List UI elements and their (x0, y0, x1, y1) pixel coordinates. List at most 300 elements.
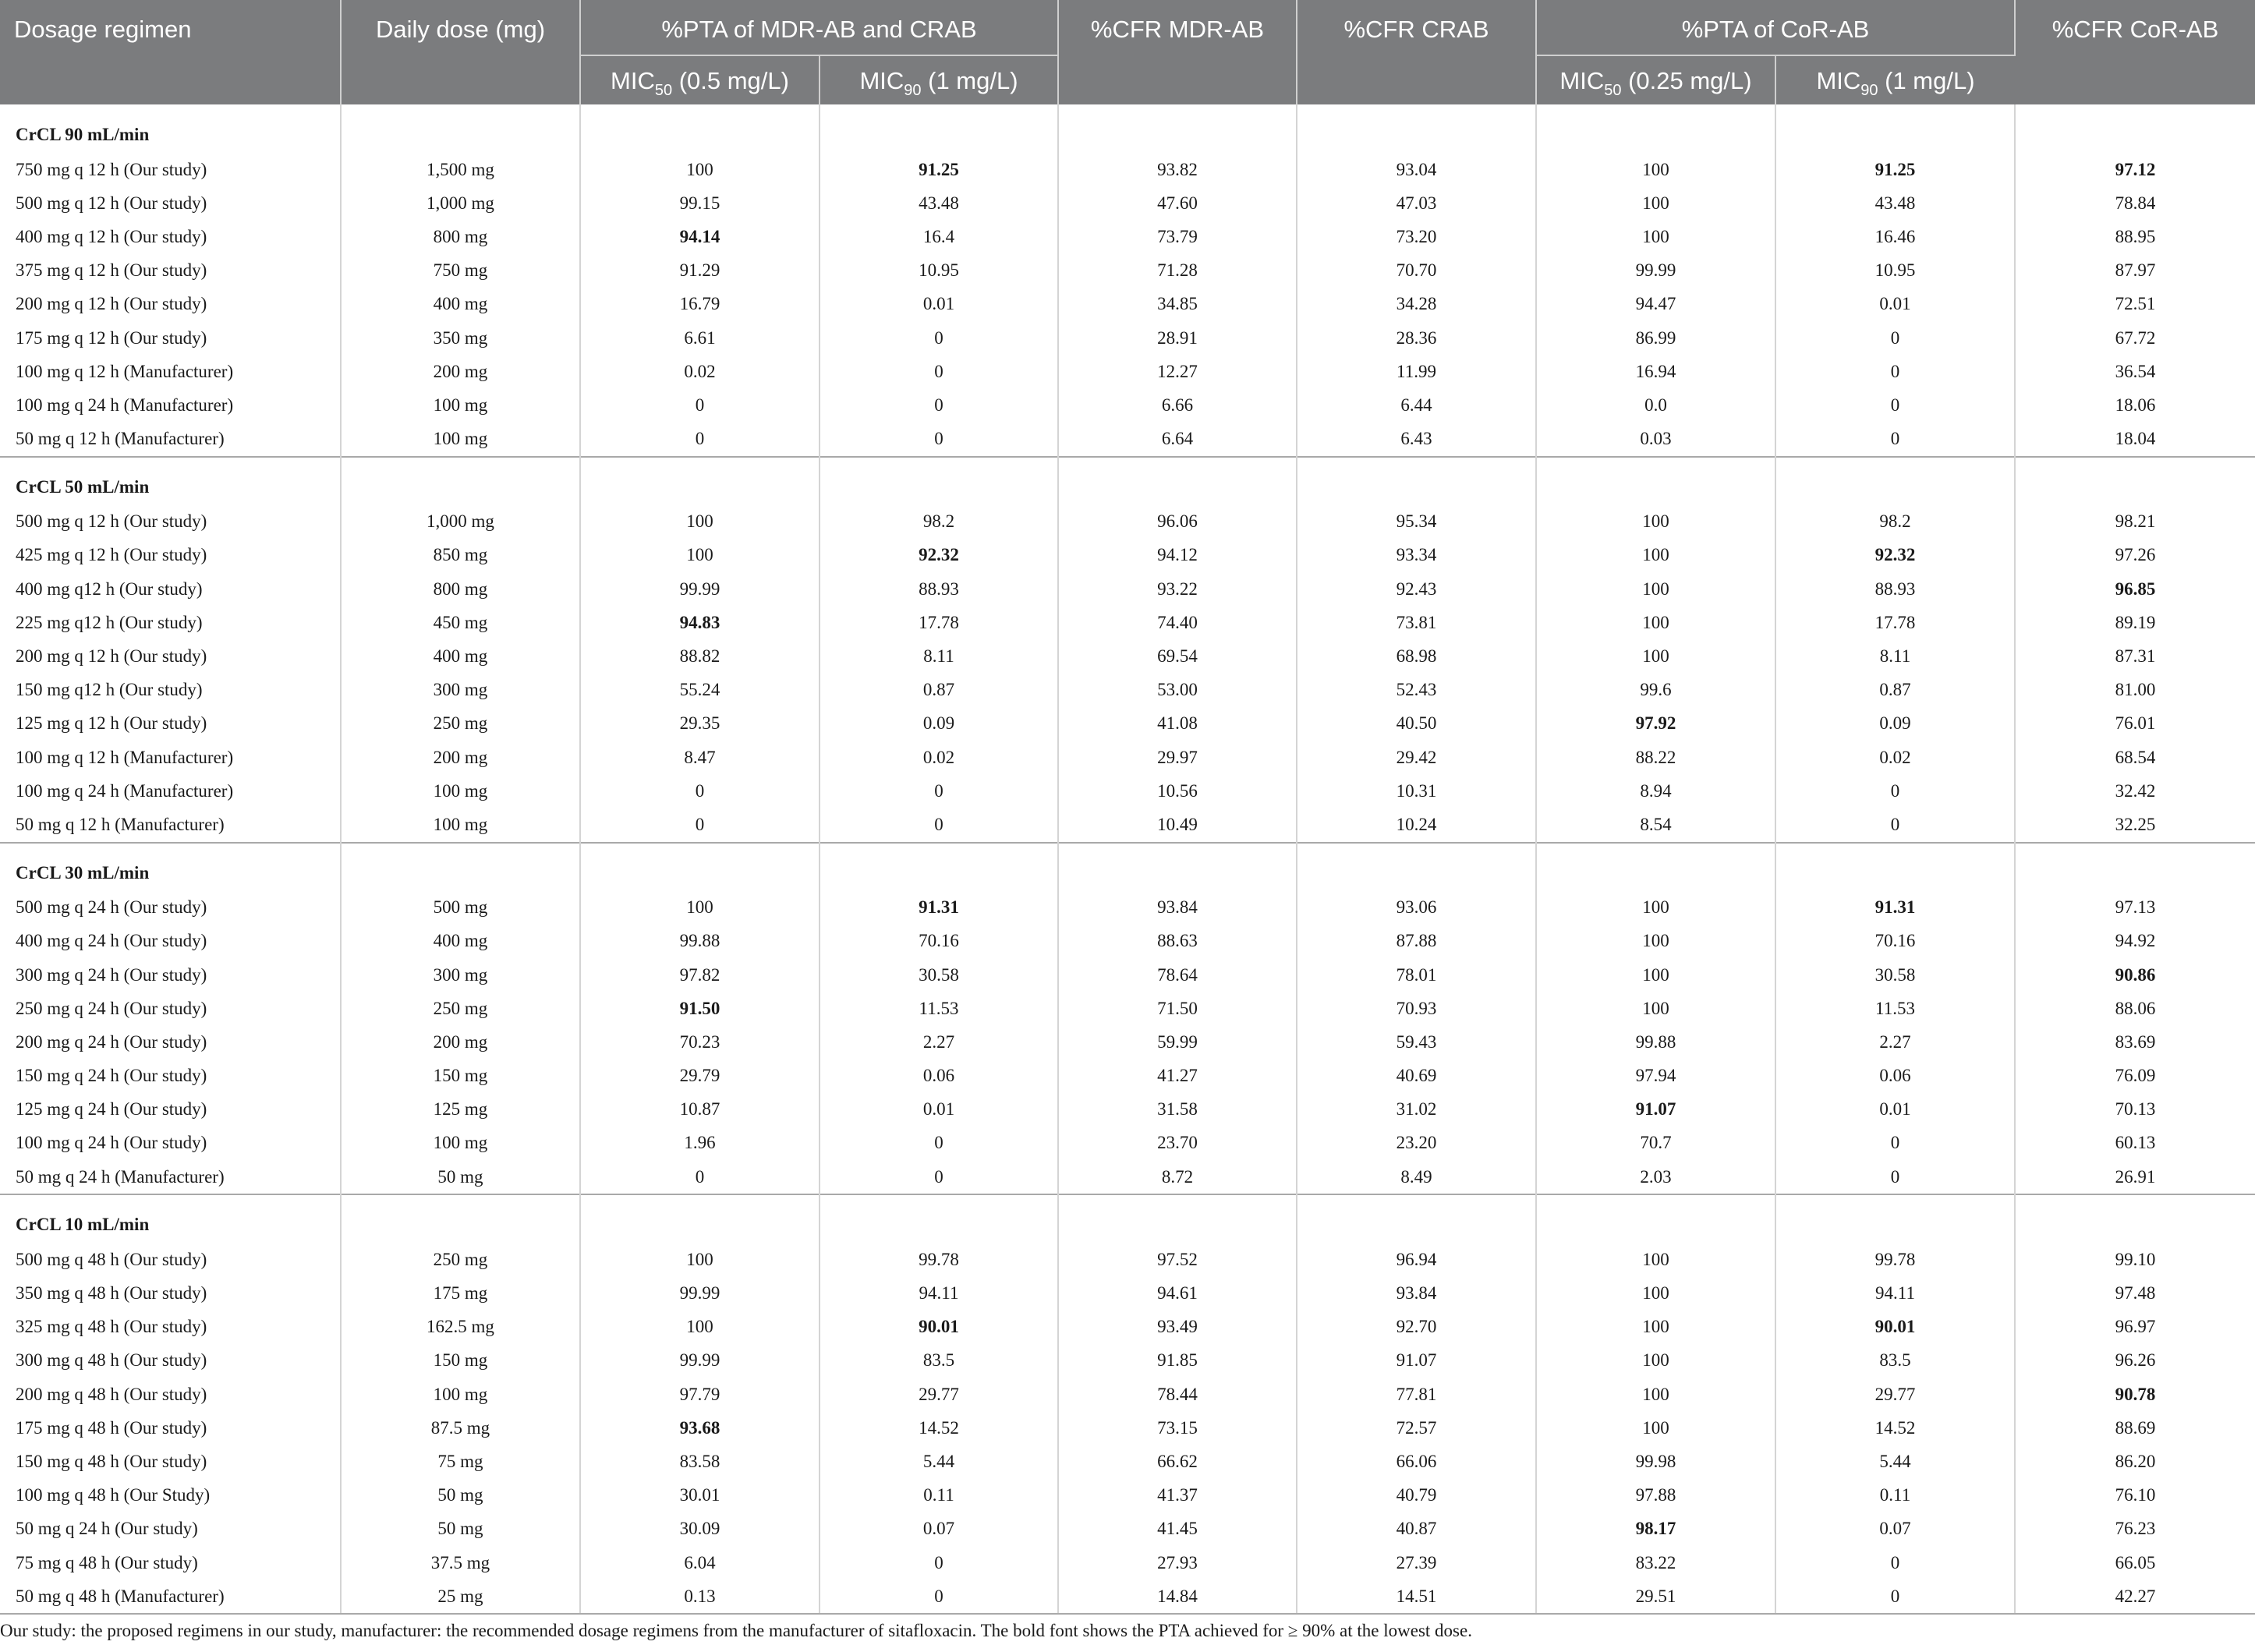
cell-cor90: 16.46 (1775, 220, 2015, 253)
cell-cfr-mdr: 31.58 (1058, 1093, 1297, 1127)
header-pta-mdr-crab: %PTA of MDR-AB and CRAB (580, 0, 1058, 55)
group-label: CrCL 50 mL/min (0, 457, 341, 505)
cell-cfr-cor: 98.21 (2115, 511, 2156, 532)
cell-cor90: 0 (1775, 1546, 2015, 1579)
cell-pta50: 30.01 (580, 1479, 820, 1512)
header-cfr-cor-ab: %CFR CoR-AB (2015, 0, 2255, 104)
cell-pta90: 5.44 (820, 1445, 1058, 1478)
cell-cor90: 29.77 (1775, 1378, 2015, 1411)
cell-pta90: 29.77 (820, 1378, 1058, 1411)
table-row (0, 1025, 2255, 1059)
cell-pta50: 91.29 (580, 254, 820, 288)
cell-cor50: 100 (1536, 539, 1775, 572)
table-row (0, 539, 2255, 572)
cell-cfr-mdr: 41.37 (1058, 1479, 1297, 1512)
cell-cor50: 99.88 (1536, 1025, 1775, 1059)
cell-cfr-crab: 34.28 (1297, 288, 1536, 321)
cell-pta90: 0 (820, 774, 1058, 808)
cell-daily: 25 mg (341, 1579, 580, 1614)
cell-cor90: 0 (1775, 774, 2015, 808)
cell-pta90: 94.11 (820, 1276, 1058, 1310)
cell-cor50: 100 (1536, 1276, 1775, 1310)
cell-cfr-mdr: 47.60 (1058, 186, 1297, 220)
cell-cfr-mdr: 8.72 (1058, 1160, 1297, 1194)
table-row (0, 355, 2255, 388)
empty-cell (580, 1194, 820, 1243)
cell-pta90: 0 (820, 423, 1058, 457)
cell-regimen: 100 mg q 24 h (Manufacturer) (0, 774, 341, 808)
table-row (0, 774, 2255, 808)
empty-cell (341, 1194, 580, 1243)
cell-regimen: 75 mg q 48 h (Our study) (0, 1546, 341, 1579)
cell-cor50: 99.6 (1536, 674, 1775, 707)
cell-cor50: 97.88 (1536, 1479, 1775, 1512)
cell-cor50: 100 (1536, 1411, 1775, 1445)
cell-cfr-mdr: 97.52 (1058, 1243, 1297, 1276)
group-row (0, 104, 2255, 153)
cell-pta50: 99.99 (580, 1276, 820, 1310)
cell-daily: 125 mg (341, 1093, 580, 1127)
cell-cor50: 100 (1536, 992, 1775, 1025)
cell-cor50: 99.99 (1536, 254, 1775, 288)
cell-daily: 350 mg (341, 321, 580, 355)
table-body (0, 104, 2255, 1614)
cell-regimen: 50 mg q 12 h (Manufacturer) (0, 808, 341, 842)
cell-cfr-crab: 6.43 (1297, 423, 1536, 457)
cell-cfr-mdr: 59.99 (1058, 1025, 1297, 1059)
cell-daily: 150 mg (341, 1059, 580, 1093)
empty-cell (2015, 1194, 2255, 1243)
cell-pta90: 0.09 (820, 707, 1058, 741)
empty-cell (1775, 843, 2015, 891)
cell-cfr-mdr: 93.49 (1058, 1311, 1297, 1344)
cell-cfr-mdr: 69.54 (1058, 639, 1297, 673)
empty-cell (1297, 1194, 1536, 1243)
empty-cell (580, 843, 820, 891)
cell-cfr-cor: 68.54 (2115, 747, 2156, 767)
cell-cfr-cor: 87.31 (2115, 646, 2156, 667)
cell-daily: 100 mg (341, 423, 580, 457)
cell-daily: 100 mg (341, 1127, 580, 1160)
cell-cfr-crab: 14.51 (1297, 1579, 1536, 1614)
empty-cell (1058, 843, 1297, 891)
cell-pta50: 100 (580, 153, 820, 186)
empty-cell (580, 457, 820, 505)
cell-cfr-crab: 6.44 (1297, 388, 1536, 422)
cell-pta90: 8.11 (820, 639, 1058, 673)
cell-regimen: 125 mg q 24 h (Our study) (0, 1093, 341, 1127)
cell-cor50: 8.54 (1536, 808, 1775, 842)
table-row (0, 891, 2255, 925)
cell-regimen: 300 mg q 24 h (Our study) (0, 958, 341, 992)
table-row (0, 925, 2255, 958)
header-pta-cor-ab: %PTA of CoR-AB (1536, 0, 2015, 55)
cell-daily: 300 mg (341, 674, 580, 707)
cell-pta50: 99.88 (580, 925, 820, 958)
cell-cor90: 83.5 (1775, 1344, 2015, 1378)
cell-cfr-mdr: 73.15 (1058, 1411, 1297, 1445)
cell-pta90: 0.02 (820, 741, 1058, 774)
cell-daily: 200 mg (341, 355, 580, 388)
table-row (0, 572, 2255, 606)
cell-cfr-crab: 93.84 (1297, 1276, 1536, 1310)
cell-cfr-cor: 66.05 (2115, 1552, 2156, 1572)
cell-daily: 100 mg (341, 388, 580, 422)
cell-cor90: 0 (1775, 808, 2015, 842)
cell-pta90: 0 (820, 1160, 1058, 1194)
cell-daily: 50 mg (341, 1160, 580, 1194)
cell-cfr-mdr: 71.50 (1058, 992, 1297, 1025)
cell-cfr-cor: 88.06 (2115, 998, 2156, 1018)
cell-pta50: 100 (580, 505, 820, 539)
cell-pta50: 10.87 (580, 1093, 820, 1127)
cell-daily: 200 mg (341, 1025, 580, 1059)
cell-cfr-crab: 73.81 (1297, 606, 1536, 639)
empty-cell (1536, 1194, 1775, 1243)
cell-pta90: 0.01 (820, 288, 1058, 321)
cell-cfr-mdr: 96.06 (1058, 505, 1297, 539)
cell-cfr-crab: 91.07 (1297, 1344, 1536, 1378)
cell-regimen: 100 mg q 24 h (Manufacturer) (0, 388, 341, 422)
cell-cor50: 83.22 (1536, 1546, 1775, 1579)
cell-daily: 162.5 mg (341, 1311, 580, 1344)
cell-daily: 1,000 mg (341, 186, 580, 220)
cell-regimen: 175 mg q 48 h (Our study) (0, 1411, 341, 1445)
table-row (0, 808, 2255, 842)
empty-cell (341, 457, 580, 505)
cell-pta90: 11.53 (820, 992, 1058, 1025)
cell-cor90: 0.07 (1775, 1512, 2015, 1546)
cell-cor50: 100 (1536, 1344, 1775, 1378)
cell-cor50: 100 (1536, 891, 1775, 925)
table-row (0, 1546, 2255, 1579)
empty-cell (580, 104, 820, 153)
cell-pta90: 0 (820, 1127, 1058, 1160)
cell-cor90: 0.01 (1775, 288, 2015, 321)
cell-pta50: 100 (580, 1311, 820, 1344)
cell-cfr-crab: 78.01 (1297, 958, 1536, 992)
cell-cfr-mdr: 66.62 (1058, 1445, 1297, 1478)
cell-daily: 100 mg (341, 774, 580, 808)
table-row (0, 992, 2255, 1025)
table-row (0, 321, 2255, 355)
cell-cfr-crab: 72.57 (1297, 1411, 1536, 1445)
cell-daily: 50 mg (341, 1512, 580, 1546)
cell-regimen: 200 mg q 48 h (Our study) (0, 1378, 341, 1411)
cell-pta90: 99.78 (820, 1243, 1058, 1276)
cell-cor90: 0 (1775, 1127, 2015, 1160)
group-row (0, 457, 2255, 505)
cell-pta90: 0.07 (820, 1512, 1058, 1546)
cell-regimen: 350 mg q 48 h (Our study) (0, 1276, 341, 1310)
cell-pta50: 94.14 (580, 220, 820, 253)
cell-cfr-cor: 88.69 (2115, 1417, 2156, 1438)
empty-cell (1775, 457, 2015, 505)
cell-cfr-mdr: 73.79 (1058, 220, 1297, 253)
cell-cfr-mdr: 28.91 (1058, 321, 1297, 355)
table-header (0, 0, 2255, 104)
table-row (0, 254, 2255, 288)
cell-cor50: 0.0 (1536, 388, 1775, 422)
cell-cfr-crab: 70.93 (1297, 992, 1536, 1025)
cell-cor50: 100 (1536, 606, 1775, 639)
cell-regimen: 100 mg q 12 h (Manufacturer) (0, 741, 341, 774)
cell-daily: 450 mg (341, 606, 580, 639)
cell-pta50: 70.23 (580, 1025, 820, 1059)
table-row (0, 423, 2255, 457)
cell-daily: 1,500 mg (341, 153, 580, 186)
cell-pta50: 83.58 (580, 1445, 820, 1478)
cell-cfr-crab: 10.24 (1297, 808, 1536, 842)
cell-cfr-cor: 76.01 (2115, 713, 2156, 734)
cell-cor50: 97.92 (1536, 707, 1775, 741)
cell-cfr-mdr: 91.85 (1058, 1344, 1297, 1378)
cell-cor50: 100 (1536, 220, 1775, 253)
empty-cell (2015, 457, 2255, 505)
table-row (0, 1512, 2255, 1546)
cell-regimen: 200 mg q 24 h (Our study) (0, 1025, 341, 1059)
cell-daily: 800 mg (341, 220, 580, 253)
cell-cfr-cor: 97.13 (2115, 897, 2156, 918)
table-row (0, 958, 2255, 992)
cell-cor90: 17.78 (1775, 606, 2015, 639)
empty-cell (2015, 843, 2255, 891)
cell-regimen: 100 mg q 48 h (Our Study) (0, 1479, 341, 1512)
cell-regimen: 200 mg q 12 h (Our study) (0, 288, 341, 321)
cell-cor90: 0.11 (1775, 1479, 2015, 1512)
table-row (0, 1579, 2255, 1614)
table-row (0, 388, 2255, 422)
cell-cfr-cor: 86.20 (2115, 1451, 2156, 1471)
cell-cor50: 100 (1536, 1311, 1775, 1344)
cell-cfr-cor: 90.86 (2115, 964, 2156, 985)
cell-cor50: 91.07 (1536, 1093, 1775, 1127)
cell-pta90: 70.16 (820, 925, 1058, 958)
empty-cell (1297, 457, 1536, 505)
cell-pta50: 94.83 (580, 606, 820, 639)
cell-cfr-mdr: 27.93 (1058, 1546, 1297, 1579)
cell-daily: 100 mg (341, 808, 580, 842)
cell-regimen: 100 mg q 24 h (Our study) (0, 1127, 341, 1160)
header-mic90-mdr: $MIC_{90}$ (1 mg/L) (820, 55, 1058, 104)
cell-cor90: 94.11 (1775, 1276, 2015, 1310)
cell-cfr-mdr: 23.70 (1058, 1127, 1297, 1160)
cell-cor50: 100 (1536, 639, 1775, 673)
empty-cell (820, 1194, 1058, 1243)
cell-cfr-mdr: 10.49 (1058, 808, 1297, 842)
table-row (0, 1059, 2255, 1093)
cell-cfr-crab: 40.50 (1297, 707, 1536, 741)
cell-cfr-mdr: 29.97 (1058, 741, 1297, 774)
cell-pta90: 91.31 (820, 891, 1058, 925)
cell-regimen: 500 mg q 12 h (Our study) (0, 186, 341, 220)
table-row (0, 1127, 2255, 1160)
cell-cor50: 100 (1536, 505, 1775, 539)
cell-pta90: 0.01 (820, 1093, 1058, 1127)
header-dosage-regimen: Dosage regimen (0, 0, 341, 104)
table-row (0, 288, 2255, 321)
empty-cell (820, 843, 1058, 891)
table-row (0, 741, 2255, 774)
cell-pta50: 0 (580, 808, 820, 842)
cell-daily: 800 mg (341, 572, 580, 606)
cell-pta90: 0.11 (820, 1479, 1058, 1512)
cell-pta90: 0 (820, 355, 1058, 388)
cell-cfr-crab: 52.43 (1297, 674, 1536, 707)
cell-regimen: 150 mg q 48 h (Our study) (0, 1445, 341, 1478)
cell-cfr-cor: 32.42 (2115, 780, 2156, 801)
cell-pta50: 100 (580, 539, 820, 572)
table-row (0, 1378, 2255, 1411)
cell-pta90: 0 (820, 808, 1058, 842)
cell-cfr-crab: 92.43 (1297, 572, 1536, 606)
cell-cfr-cor: 76.23 (2115, 1519, 2156, 1539)
cell-daily: 400 mg (341, 288, 580, 321)
cell-pta90: 91.25 (820, 153, 1058, 186)
cell-regimen: 50 mg q 24 h (Manufacturer) (0, 1160, 341, 1194)
cell-cor90: 0 (1775, 1579, 2015, 1614)
table-row (0, 1479, 2255, 1512)
cell-cfr-mdr: 6.66 (1058, 388, 1297, 422)
cell-cor90: 2.27 (1775, 1025, 2015, 1059)
cell-cor90: 14.52 (1775, 1411, 2015, 1445)
cell-cfr-crab: 31.02 (1297, 1093, 1536, 1127)
empty-cell (1775, 104, 2015, 153)
cell-cor50: 8.94 (1536, 774, 1775, 808)
cell-cfr-crab: 68.98 (1297, 639, 1536, 673)
cell-cfr-mdr: 94.61 (1058, 1276, 1297, 1310)
empty-cell (820, 104, 1058, 153)
cell-pta50: 97.82 (580, 958, 820, 992)
cell-cfr-mdr: 41.27 (1058, 1059, 1297, 1093)
table-row (0, 1093, 2255, 1127)
cell-cfr-mdr: 78.44 (1058, 1378, 1297, 1411)
header-mic50-cor: $MIC_{50}$ (0.25 mg/L) (1536, 55, 1775, 104)
cell-cfr-crab: 93.34 (1297, 539, 1536, 572)
cell-cfr-cor: 97.12 (2115, 159, 2156, 179)
cell-daily: 37.5 mg (341, 1546, 580, 1579)
cell-cfr-crab: 10.31 (1297, 774, 1536, 808)
header-mic50-mdr: $MIC_{50}$ (0.5 mg/L) (580, 55, 820, 104)
cell-cor90: 0.87 (1775, 674, 2015, 707)
cell-cor50: 70.7 (1536, 1127, 1775, 1160)
cell-pta90: 0.87 (820, 674, 1058, 707)
cell-daily: 87.5 mg (341, 1411, 580, 1445)
cell-cor90: 92.32 (1775, 539, 2015, 572)
cell-cfr-crab: 47.03 (1297, 186, 1536, 220)
cell-cor50: 0.03 (1536, 423, 1775, 457)
cell-cfr-crab: 29.42 (1297, 741, 1536, 774)
cell-pta90: 90.01 (820, 1311, 1058, 1344)
cell-daily: 300 mg (341, 958, 580, 992)
cell-cfr-crab: 40.69 (1297, 1059, 1536, 1093)
cell-cfr-mdr: 71.28 (1058, 254, 1297, 288)
cell-daily: 250 mg (341, 1243, 580, 1276)
empty-cell (1058, 1194, 1297, 1243)
cell-cfr-cor: 78.84 (2115, 193, 2156, 213)
cell-pta50: 8.47 (580, 741, 820, 774)
cell-regimen: 325 mg q 48 h (Our study) (0, 1311, 341, 1344)
cell-cfr-crab: 11.99 (1297, 355, 1536, 388)
cell-regimen: 175 mg q 12 h (Our study) (0, 321, 341, 355)
cell-cor50: 86.99 (1536, 321, 1775, 355)
table-row (0, 1311, 2255, 1344)
cell-cfr-cor: 76.10 (2115, 1485, 2156, 1505)
cell-pta90: 2.27 (820, 1025, 1058, 1059)
empty-cell (1058, 457, 1297, 505)
table-row (0, 674, 2255, 707)
cell-cfr-crab: 59.43 (1297, 1025, 1536, 1059)
cell-cfr-crab: 73.20 (1297, 220, 1536, 253)
cell-cfr-crab: 27.39 (1297, 1546, 1536, 1579)
cell-cfr-cor: 96.97 (2115, 1317, 2156, 1337)
cell-pta50: 55.24 (580, 674, 820, 707)
cell-pta50: 6.61 (580, 321, 820, 355)
cell-pta50: 99.99 (580, 1344, 820, 1378)
cell-pta90: 98.2 (820, 505, 1058, 539)
cell-cor90: 98.2 (1775, 505, 2015, 539)
cell-cfr-cor: 96.26 (2115, 1350, 2156, 1371)
cell-regimen: 250 mg q 24 h (Our study) (0, 992, 341, 1025)
table-row (0, 707, 2255, 741)
cell-pta50: 91.50 (580, 992, 820, 1025)
cell-pta90: 0.06 (820, 1059, 1058, 1093)
cell-pta90: 0 (820, 321, 1058, 355)
header-cfr-crab: %CFR CRAB (1297, 0, 1536, 104)
cell-daily: 150 mg (341, 1344, 580, 1378)
empty-cell (820, 457, 1058, 505)
cell-regimen: 425 mg q 12 h (Our study) (0, 539, 341, 572)
cell-cfr-mdr: 74.40 (1058, 606, 1297, 639)
cell-cfr-crab: 70.70 (1297, 254, 1536, 288)
cell-cfr-cor: 18.06 (2115, 394, 2156, 415)
table-row (0, 606, 2255, 639)
cell-pta50: 6.04 (580, 1546, 820, 1579)
cell-regimen: 300 mg q 48 h (Our study) (0, 1344, 341, 1378)
cell-regimen: 500 mg q 24 h (Our study) (0, 891, 341, 925)
cell-regimen: 50 mg q 48 h (Manufacturer) (0, 1579, 341, 1614)
cell-pta50: 0.02 (580, 355, 820, 388)
cell-pta90: 83.5 (820, 1344, 1058, 1378)
cell-pta90: 10.95 (820, 254, 1058, 288)
cell-pta90: 14.52 (820, 1411, 1058, 1445)
cell-daily: 1,000 mg (341, 505, 580, 539)
empty-cell (2015, 104, 2255, 153)
group-label: CrCL 10 mL/min (0, 1194, 341, 1243)
cell-regimen: 400 mg q 24 h (Our study) (0, 925, 341, 958)
cell-cor90: 0 (1775, 355, 2015, 388)
cell-cfr-mdr: 41.45 (1058, 1512, 1297, 1546)
cell-cfr-cor: 87.97 (2115, 260, 2156, 281)
cell-pta50: 29.79 (580, 1059, 820, 1093)
cell-cor90: 0 (1775, 321, 2015, 355)
empty-cell (341, 843, 580, 891)
cell-cfr-cor: 83.69 (2115, 1031, 2156, 1052)
cell-cor50: 16.94 (1536, 355, 1775, 388)
cell-pta50: 88.82 (580, 639, 820, 673)
table-row (0, 1160, 2255, 1194)
cell-cfr-crab: 92.70 (1297, 1311, 1536, 1344)
cell-cfr-cor: 88.95 (2115, 226, 2156, 246)
cell-regimen: 150 mg q 24 h (Our study) (0, 1059, 341, 1093)
cell-pta50: 29.35 (580, 707, 820, 741)
cell-cor90: 88.93 (1775, 572, 2015, 606)
empty-cell (341, 104, 580, 153)
cell-daily: 50 mg (341, 1479, 580, 1512)
cell-pta50: 0 (580, 1160, 820, 1194)
cell-cor50: 2.03 (1536, 1160, 1775, 1194)
table-row (0, 1243, 2255, 1276)
